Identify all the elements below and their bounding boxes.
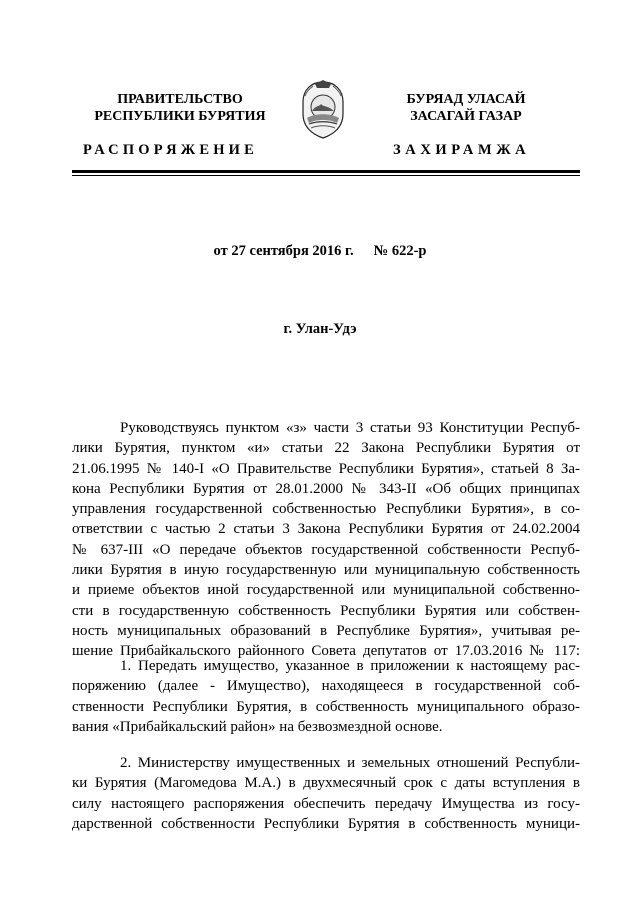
order-date-line (0, 243, 640, 260)
header-rule-thick (72, 170, 580, 173)
government-name-line-2: РЕСПУБЛИКИ БУРЯТИЯ (94, 109, 266, 124)
government-name-bua (368, 91, 564, 125)
order-city: г. Улан-Удэ (283, 321, 357, 337)
text-line: ответствии с частью 2 статьи 3 Закона Республики Бурятия от 24.02.2004 (72, 521, 580, 538)
item-2-paragraph (72, 753, 580, 834)
text-line: ность муниципальных образований в Республике Бурятия», учитывая ре- (72, 622, 580, 639)
text-line: лики Бурятия, пунктом «и» статьи 22 Закона Республики Бурятия от (72, 440, 580, 457)
text-line: ственности Республики Бурятия, в собственность муниципального образо- (72, 698, 580, 715)
text-line: кона Республики Бурятия от 28.01.2000 № 343-II «Об общих принципах (72, 480, 580, 497)
emblem (297, 80, 349, 142)
document-type-ru: РАСПОРЯЖЕНИЕ (83, 142, 259, 158)
preamble-paragraph (72, 418, 580, 662)
government-name-line-1: ПРАВИТЕЛЬСТВО (117, 92, 243, 107)
text-line: лики Бурятия в иную государственную или муниципальную собственность (72, 562, 580, 579)
text-line: сти в государственную собственность Республики Бурятия или собствен- (72, 602, 580, 619)
text-line: ки Бурятия (Магомедова М.А.) в двухмесячный срок с даты вступления в (72, 775, 580, 792)
order-date: от 27 сентября 2016 г. (213, 243, 354, 259)
text-line: Руководствуясь пунктом «з» части 3 статьи 93 Конституции Респуб- (120, 420, 580, 436)
text-line: поряжению (далее - Имущество), находящееся в государственной соб- (72, 678, 580, 695)
government-name-bua-line-2: ЗАСАГАЙ ГАЗАР (410, 109, 522, 124)
text-line: 2. Министерству имущественных и земельных отношений Республи- (120, 755, 580, 771)
text-line: вания «Прибайкальский район» на безвозмездной основе. (72, 718, 443, 735)
item-1-paragraph (72, 656, 580, 737)
header-rule-thin (72, 175, 580, 176)
text-line: и приеме объектов иной государственной или муниципальной собственно- (72, 582, 580, 599)
text-line: управления государственной собственностью Республики Бурятия», в со- (72, 501, 580, 518)
text-line: 1. Передать имущество, указанное в приложении к настоящему рас- (120, 658, 580, 674)
text-line: силу настоящего распоряжения обеспечить передачу Имущества из госу- (72, 795, 580, 812)
republic-coat-of-arms-icon (297, 80, 349, 142)
text-line: 21.06.1995 № 140-I «О Правительстве Республики Бурятия», статьей 8 За- (72, 460, 580, 477)
text-line: дарственной собственности Республики Бурятия в собственность муници- (72, 815, 580, 832)
order-number: № 622-р (373, 243, 427, 259)
text-line: шение Прибайкальского районного Совета депутатов от 17.03.2016 № 117: (72, 643, 580, 660)
government-name-bua-line-1: БУРЯАД УЛАСАЙ (406, 92, 526, 107)
government-name-ru (82, 91, 278, 125)
text-line: № 637-III «О передаче объектов государственной собственности Респуб- (72, 541, 580, 558)
document-type-bua: ЗАХИРАМЖА (393, 142, 531, 158)
